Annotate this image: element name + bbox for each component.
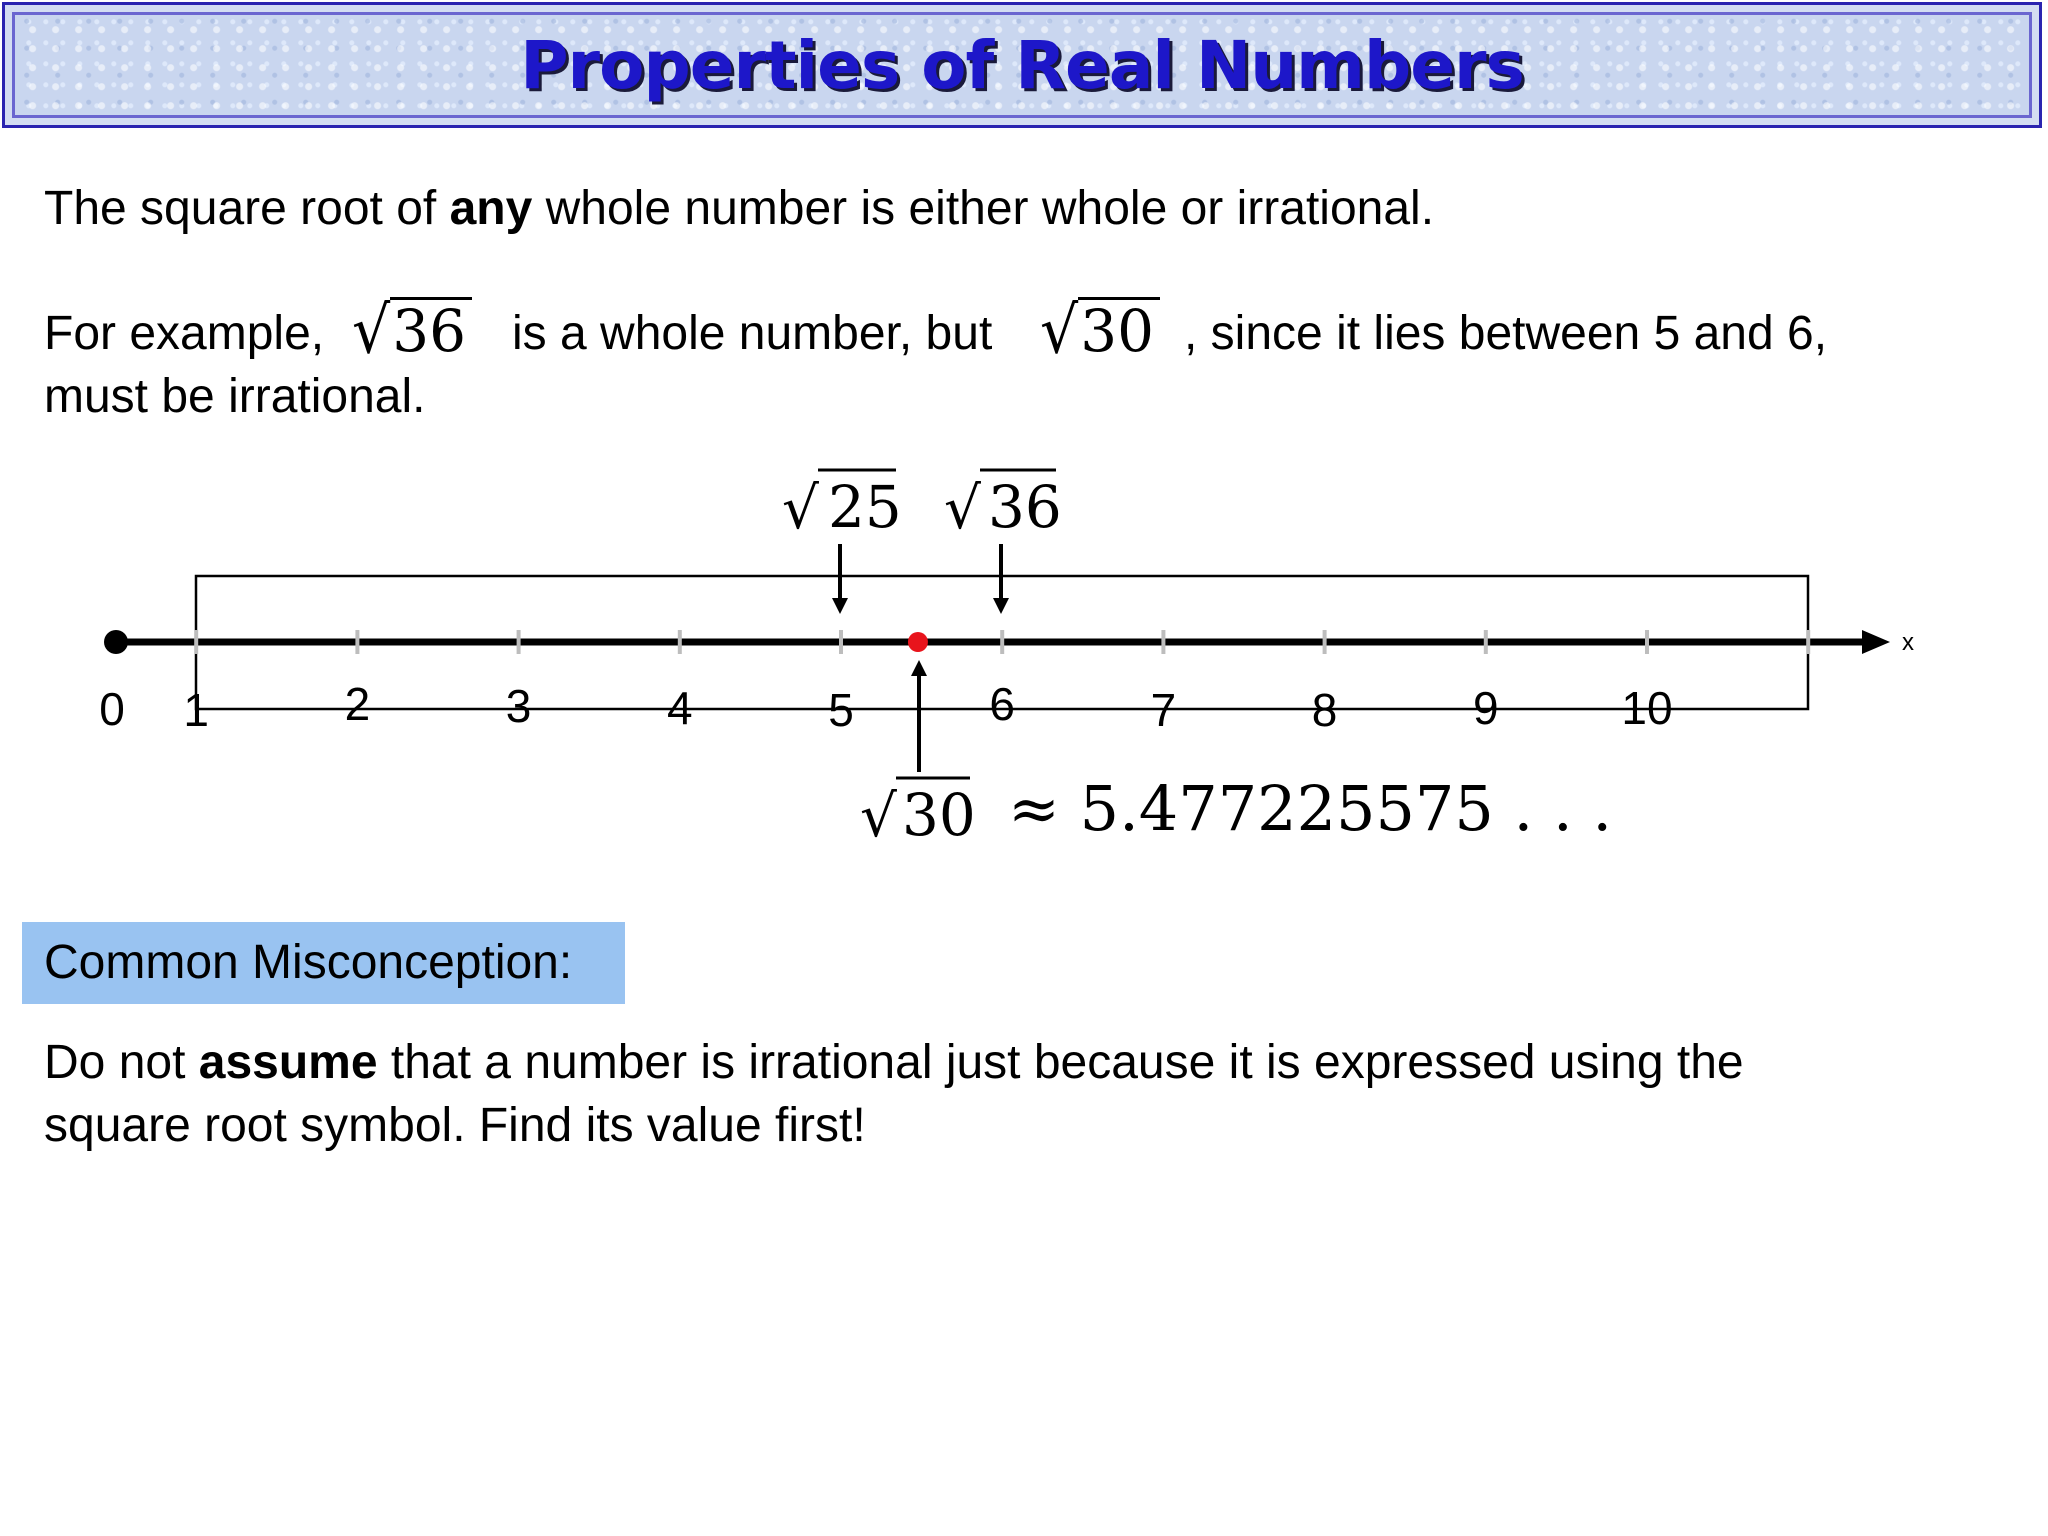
misconception-label: Common Misconception: [44, 936, 573, 989]
example-line2: must be irrational. [44, 370, 426, 423]
arrow-up-icon [911, 660, 927, 676]
marker-radicand-30: 30 [902, 781, 976, 849]
page-title: Properties of Real Numbers [520, 27, 1524, 104]
tick-label: 6 [989, 678, 1015, 730]
sqrt30-point [908, 632, 928, 652]
approximation-text: ≈ 5.477225575 . . . [1008, 772, 1613, 845]
marker-sqrt-25 [782, 470, 902, 542]
marker-radicand-25: 25 [828, 473, 902, 541]
marker-sqrt-30 [860, 778, 976, 850]
tick-label: 7 [1150, 684, 1177, 736]
marker-radicand-36: 36 [988, 473, 1062, 541]
axis-arrowhead-icon [1862, 630, 1890, 654]
axis-label: x [1902, 629, 1914, 656]
example-radicand-a: 36 [390, 297, 472, 362]
tick-label: 8 [1311, 684, 1338, 736]
marker-sqrt-36 [944, 470, 1062, 542]
example-radicand-b: 30 [1078, 297, 1160, 362]
tick-label: 4 [667, 682, 693, 734]
statement-part2: whole number is either whole or irrational. [532, 182, 1435, 235]
misconception-line1-rest: that a number is irrational just because it is expressed using the [377, 1036, 1744, 1089]
radical-icon: √ [352, 293, 391, 369]
radical-icon: √ [1040, 293, 1079, 369]
arrow-down-icon [832, 598, 848, 614]
example-middle: is a whole number, but [512, 307, 993, 360]
tick-labels-group [183, 678, 1672, 736]
origin-dot [104, 630, 128, 654]
tick-label: 1 [183, 684, 209, 736]
misconception-lead: Do not [44, 1036, 199, 1089]
radical-icon: √ [944, 474, 981, 542]
example-lead: For example, [44, 307, 325, 360]
tick-label: 5 [828, 684, 854, 736]
statement-emphasis: any [449, 182, 533, 235]
tick-label: 2 [344, 678, 371, 730]
arrow-down-icon [993, 598, 1009, 614]
radical-icon: √ [782, 474, 819, 542]
radical-icon: √ [860, 782, 897, 850]
tick-label: 3 [505, 680, 532, 732]
misconception-box [22, 922, 625, 1004]
example-tail: , since it lies between 5 and 6, [1184, 307, 1828, 360]
origin-label: 0 [99, 683, 125, 735]
statement-part1: The square root of [44, 182, 450, 235]
tick-label: 10 [1621, 682, 1673, 734]
tick-label: 9 [1473, 682, 1499, 734]
misconception-line2: square root symbol. Find its value first! [44, 1099, 866, 1152]
misconception-emphasis: assume [198, 1036, 378, 1089]
misconception-line1 [44, 1032, 1744, 1094]
